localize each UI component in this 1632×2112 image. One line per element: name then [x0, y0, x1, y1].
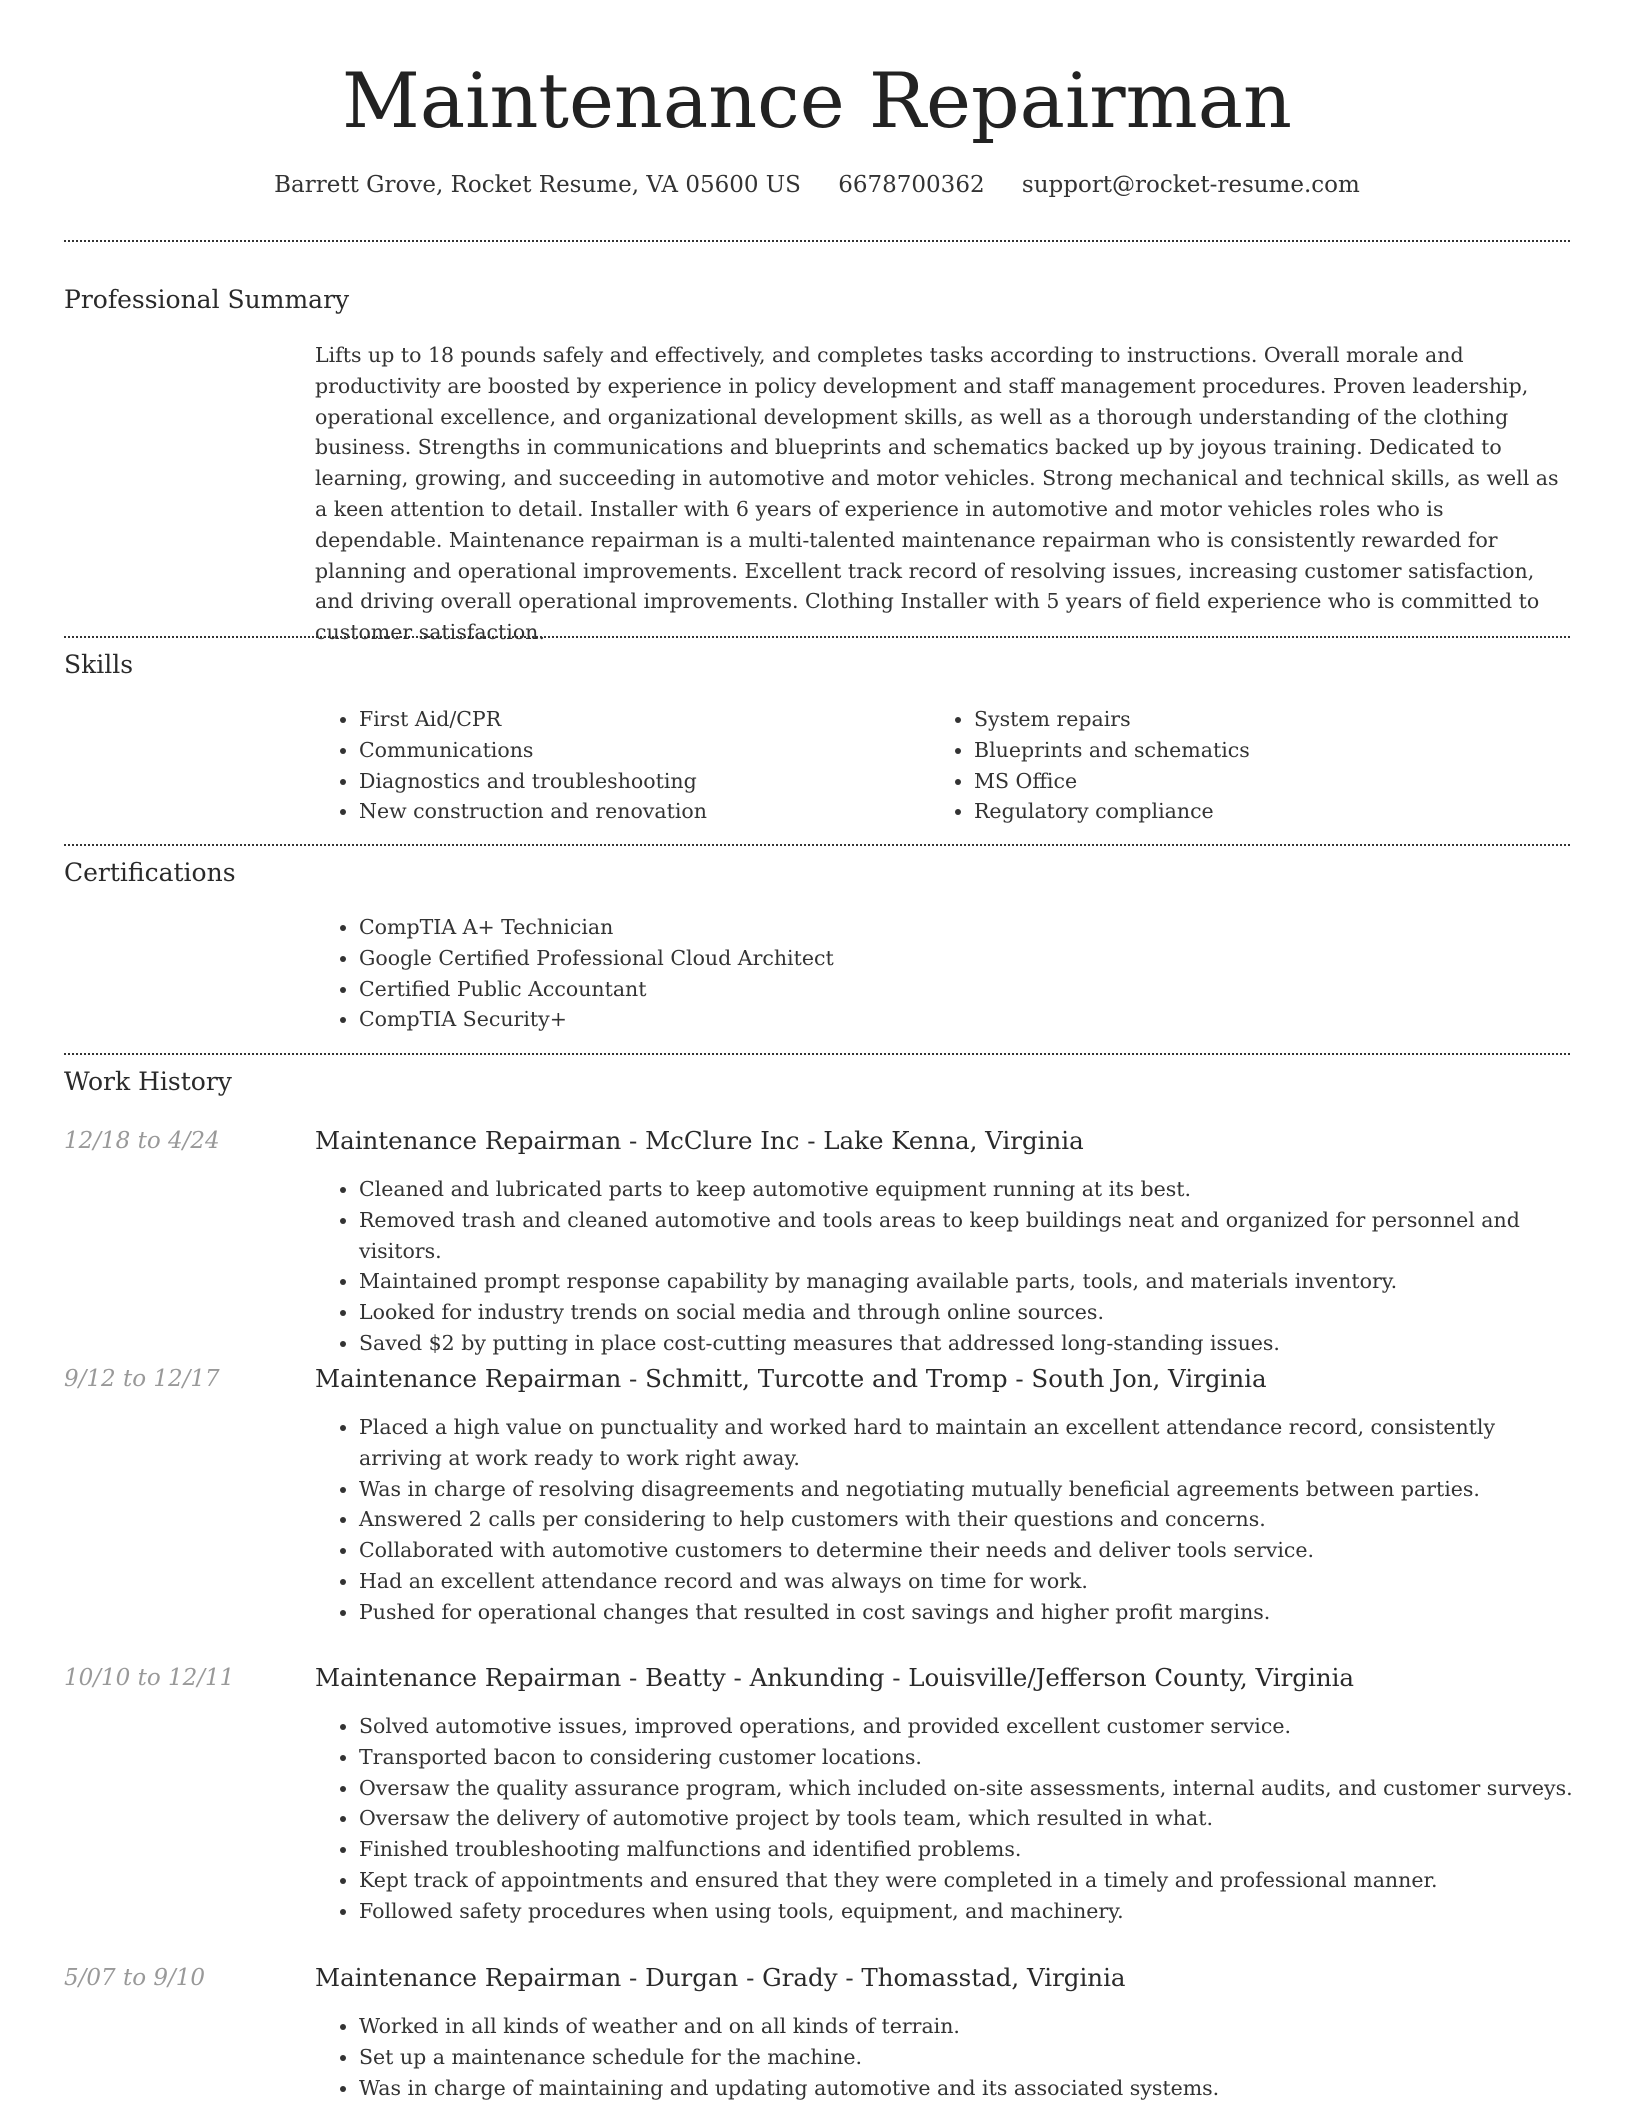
divider — [64, 240, 1570, 242]
job-duty-item: • Collaborated with automotive customers to determine their needs and deliver tools service. — [359, 1535, 1577, 1566]
skills-right-column — [930, 704, 1530, 827]
job-duties-list — [315, 2011, 1577, 2103]
job-duties-list — [315, 1174, 1577, 1359]
certifications-list — [315, 912, 1570, 1035]
skill-item: • Regulatory compliance — [974, 796, 1530, 827]
section-title-work-history: Work History — [64, 1067, 232, 1096]
section-title-skills: Skills — [64, 650, 134, 679]
contact-line — [64, 168, 1570, 202]
section-title-summary: Professional Summary — [64, 285, 350, 314]
certification-item: • CompTIA Security+ — [359, 1004, 1570, 1035]
job-duty-item: • Oversaw the quality assurance program, which included on-site assessments, internal audits, and customer surveys. — [359, 1773, 1577, 1804]
job-duty-item: • Worked in all kinds of weather and on all kinds of terrain. — [359, 2011, 1577, 2042]
job-duty-item: • Saved $2 by putting in place cost-cutting measures that addressed long-standing issues. — [359, 1328, 1577, 1359]
job-duty-item: • Set up a maintenance schedule for the machine. — [359, 2042, 1577, 2073]
job-duty-item: • Placed a high value on punctuality and worked hard to maintain an excellent attendance record, consistently arriving at work ready to work right away. — [359, 1412, 1577, 1474]
job-duty-item: • Maintained prompt response capability by managing available parts, tools, and materials inventory. — [359, 1266, 1577, 1297]
job-title: Maintenance Repairman - Durgan - Grady - Thomasstad, Virginia — [315, 1963, 1126, 1992]
skill-item: • New construction and renovation — [359, 796, 915, 827]
job-duty-item: • Transported bacon to considering customer locations. — [359, 1742, 1577, 1773]
job-duties — [315, 1174, 1577, 1359]
job-duty-item: • Had an excellent attendance record and was always on time for work. — [359, 1566, 1577, 1597]
contact-phone: 6678700362 — [838, 172, 985, 198]
job-title: Maintenance Repairman - McClure Inc - Lake Kenna, Virginia — [315, 1126, 1084, 1155]
job-duty-item: • Answered 2 calls per considering to help customers with their questions and concerns. — [359, 1504, 1577, 1535]
job-dates: 5/07 to 9/10 — [64, 1965, 206, 1991]
contact-address: Barrett Grove, Rocket Resume, VA 05600 US — [274, 172, 801, 198]
job-dates: 12/18 to 4/24 — [64, 1128, 220, 1154]
skills-list-right — [930, 704, 1530, 827]
job-dates: 9/12 to 12/17 — [64, 1366, 220, 1392]
certifications-block — [315, 912, 1570, 1035]
job-duty-item: • Finished troubleshooting malfunctions and identified problems. — [359, 1834, 1577, 1865]
job-duty-item: • Followed safety procedures when using tools, equipment, and machinery. — [359, 1896, 1577, 1927]
job-duty-item: • Was in charge of resolving disagreements and negotiating mutually beneficial agreements between parties. — [359, 1474, 1577, 1505]
skill-item: • Blueprints and schematics — [974, 735, 1530, 766]
certification-item: • Certified Public Accountant — [359, 974, 1570, 1005]
job-duties-list — [315, 1711, 1577, 1927]
job-title: Maintenance Repairman - Schmitt, Turcotte and Tromp - South Jon, Virginia — [315, 1364, 1267, 1393]
certification-item: • Google Certified Professional Cloud Architect — [359, 943, 1570, 974]
resume-title: Maintenance Repairman — [342, 56, 1292, 145]
job-dates: 10/10 to 12/11 — [64, 1665, 235, 1691]
job-duties — [315, 2011, 1577, 2103]
job-duty-item: • Was in charge of maintaining and updating automotive and its associated systems. — [359, 2073, 1577, 2104]
job-duties — [315, 1412, 1577, 1628]
job-duty-item: • Kept track of appointments and ensured that they were completed in a timely and professional manner. — [359, 1865, 1577, 1896]
job-duty-item: • Solved automotive issues, improved operations, and provided excellent customer service. — [359, 1711, 1577, 1742]
job-duties-list — [315, 1412, 1577, 1628]
skill-item: • Diagnostics and troubleshooting — [359, 766, 915, 797]
job-duty-item: • Pushed for operational changes that resulted in cost savings and higher profit margins. — [359, 1597, 1577, 1628]
certification-item: • CompTIA A+ Technician — [359, 912, 1570, 943]
job-duty-item: • Oversaw the delivery of automotive project by tools team, which resulted in what. — [359, 1803, 1577, 1834]
section-title-certifications: Certifications — [64, 858, 236, 887]
skill-item: • MS Office — [974, 766, 1530, 797]
job-duties — [315, 1711, 1577, 1927]
contact-email: support@rocket-resume.com — [1021, 172, 1360, 198]
divider — [64, 1053, 1570, 1055]
skill-item: • First Aid/CPR — [359, 704, 915, 735]
skills-list-left — [315, 704, 915, 827]
job-duty-item: • Cleaned and lubricated parts to keep automotive equipment running at its best. — [359, 1174, 1577, 1205]
job-duty-item: • Looked for industry trends on social media and through online sources. — [359, 1297, 1577, 1328]
job-title: Maintenance Repairman - Beatty - Ankunding - Louisville/Jefferson County, Virginia — [315, 1663, 1355, 1692]
divider — [64, 636, 1570, 638]
job-duty-item: • Removed trash and cleaned automotive and tools areas to keep buildings neat and organized for personnel and visitors. — [359, 1205, 1577, 1267]
skill-item: • Communications — [359, 735, 915, 766]
divider — [64, 844, 1570, 846]
summary-text: Lifts up to 18 pounds safely and effectively, and completes tasks according to instructions. Overall morale and productivity are boosted by experience in policy development and staff management procedures. Proven leadership, operational excellence, and organizational development skills, as well as a thorough understanding of the clothing business. Strengths in communications and blueprints and schematics backed up by joyous training. Dedicated to learning, growing, and succeeding in automotive and motor vehicles. Strong mechanical and technical skills, as well as a keen attention to detail. Installer with 6 years of experience in automotive and motor vehicles roles who is dependable. Maintenance repairman is a multi-talented maintenance repairman who is consistently rewarded for planning and operational improvements. Excellent track record of resolving issues, increasing customer satisfaction, and driving overall operational improvements. Clothing Installer with 5 years of field experience who is committed to customer satisfaction. — [315, 343, 1559, 645]
skill-item: • System repairs — [974, 704, 1530, 735]
skills-left-column — [315, 704, 915, 827]
